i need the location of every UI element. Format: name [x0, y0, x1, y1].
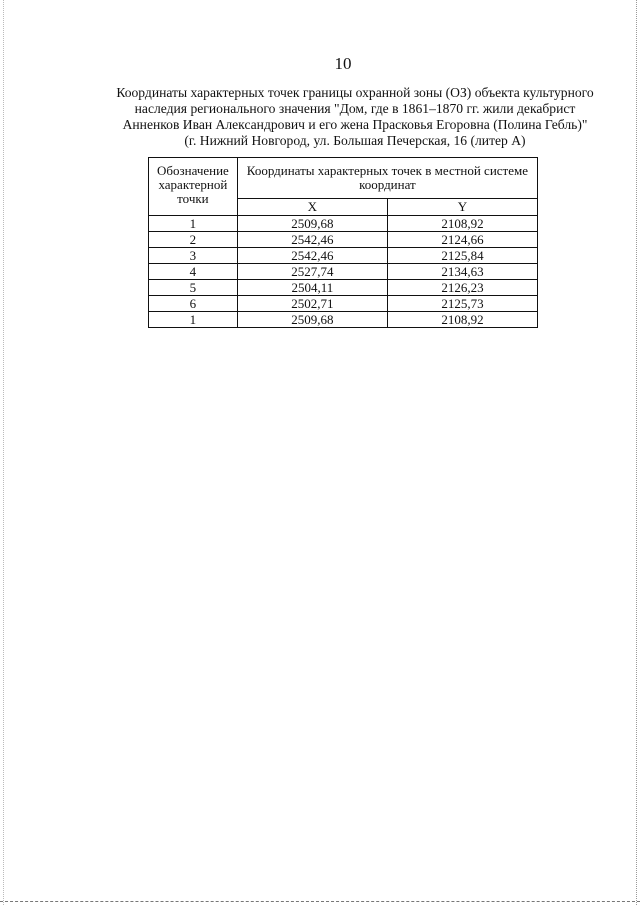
table-row — [149, 232, 538, 248]
column-header-coordinate-system: Координаты характерных точек в местной системе координат — [237, 158, 537, 199]
cell-x: 2509,68 — [237, 312, 387, 328]
table-row — [149, 264, 538, 280]
document-title: Координаты характерных точек границы охранной зоны (ОЗ) объекта культурного наследия регионального значения "Дом, где в 1861–1870 гг. жили декабрист Анненков Иван Александрович и его жена Прасковья Егоровна (Полина Гебль)" (г. Нижний Новгород, ул. Большая Печерская, 16 (литер А) — [116, 85, 594, 148]
cell-y: 2125,84 — [387, 248, 537, 264]
table-row — [149, 312, 538, 328]
cell-point: 1 — [149, 216, 238, 232]
table-row — [149, 216, 538, 232]
cell-point: 4 — [149, 264, 238, 280]
page-number: 10 — [334, 54, 352, 73]
cell-point: 5 — [149, 280, 238, 296]
table-row — [149, 280, 538, 296]
cell-x: 2542,46 — [237, 248, 387, 264]
cell-x: 2509,68 — [237, 216, 387, 232]
cell-point: 1 — [149, 312, 238, 328]
cell-x: 2542,46 — [237, 232, 387, 248]
table-header-row — [149, 158, 538, 199]
table-row — [149, 296, 538, 312]
scan-left-edge — [3, 0, 4, 905]
cell-y: 2124,66 — [387, 232, 537, 248]
column-header-y: Y — [387, 199, 537, 216]
coordinates-table — [148, 157, 538, 328]
cell-point: 3 — [149, 248, 238, 264]
cell-y: 2126,23 — [387, 280, 537, 296]
scan-right-edge — [636, 0, 637, 905]
column-header-x: X — [237, 199, 387, 216]
cell-y: 2134,63 — [387, 264, 537, 280]
cell-x: 2502,71 — [237, 296, 387, 312]
column-header-point: Обозначение характерной точки — [149, 158, 238, 216]
table-row — [149, 248, 538, 264]
cell-y: 2108,92 — [387, 216, 537, 232]
cell-point: 2 — [149, 232, 238, 248]
scan-bottom-rule — [0, 901, 640, 902]
cell-x: 2527,74 — [237, 264, 387, 280]
cell-point: 6 — [149, 296, 238, 312]
cell-y: 2125,73 — [387, 296, 537, 312]
cell-y: 2108,92 — [387, 312, 537, 328]
cell-x: 2504,11 — [237, 280, 387, 296]
